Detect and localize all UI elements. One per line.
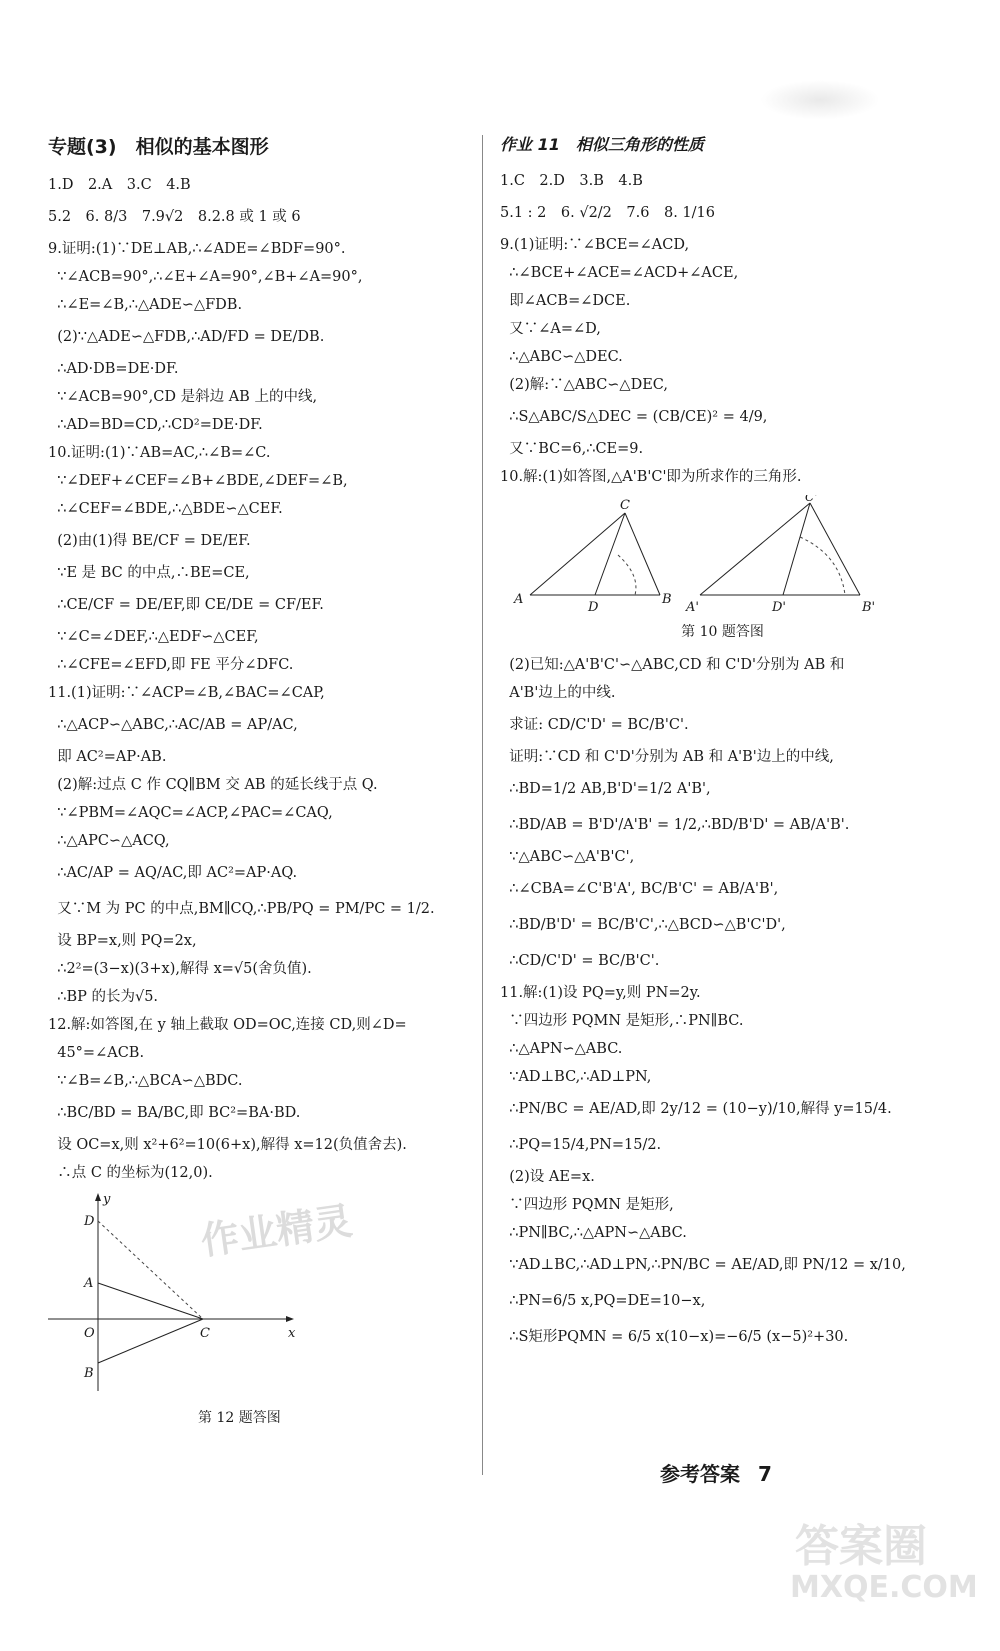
label-x: x	[288, 1326, 296, 1341]
right-answer-line: ∴BD=1/2 AB,B'D'=1/2 A'B',	[500, 781, 711, 797]
segment-a2c2	[700, 503, 810, 595]
segment-ac-small	[530, 513, 625, 595]
figure-10-caption: 第 10 题答图	[681, 624, 764, 640]
right-answer-line: ∵△ABC∽△A'B'C',	[500, 849, 635, 865]
left-answer-line: ∴∠CFE=∠EFD,即 FE 平分∠DFC.	[48, 657, 294, 673]
label-d: D	[84, 1214, 95, 1229]
right-answer-line: 证明:∵CD 和 C'D'分别为 AB 和 A'B'边上的中线,	[500, 749, 834, 765]
arc-large	[800, 537, 845, 595]
left-answer-line: 设 BP=x,则 PQ=2x,	[48, 933, 197, 949]
right-answer-line: ∵四边形 PQMN 是矩形,∴PN∥BC.	[500, 1013, 744, 1029]
left-answer-line: (2)∵△ADE∽△FDB,∴AD/FD = DE/DB.	[48, 329, 325, 345]
right-answer-line: ∴PN=6/5 x,PQ=DE=10−x,	[500, 1293, 706, 1309]
right-answer-lines-a	[500, 167, 945, 491]
right-answer-line: ∴BD/AB = B'D'/A'B' = 1/2,∴BD/B'D' = AB/A'B'.	[500, 817, 850, 833]
left-answer-line: ∵∠ACB=90°,∴∠E+∠A=90°,∠B+∠A=90°,	[48, 269, 363, 285]
left-answer-lines	[48, 171, 468, 1187]
segment-c2b2	[810, 503, 860, 595]
segment-cb-small	[625, 513, 660, 595]
left-answer-line: 5.2 6. 8/3 7.9√2 8.2.8 或 1 或 6	[48, 209, 301, 225]
right-answer-line: ∵四边形 PQMN 是矩形,	[500, 1197, 674, 1213]
right-answer-line: 10.解:(1)如答图,△A'B'C'即为所求作的三角形.	[500, 469, 802, 485]
left-answer-line: ∵∠B=∠B,∴△BCA∽△BDC.	[48, 1073, 243, 1089]
right-answer-line: ∴S矩形PQMN = 6/5 x(10−x)=−6/5 (x−5)²+30.	[500, 1329, 849, 1345]
right-answer-line: 11.解:(1)设 PQ=y,则 PN=2y.	[500, 985, 701, 1001]
segment-ac	[98, 1283, 203, 1319]
left-answer-line: ∴AD·DB=DE·DF.	[48, 361, 179, 377]
arc-small	[618, 555, 636, 595]
label-b: B	[84, 1366, 94, 1381]
left-answer-line: ∵E 是 BC 的中点,∴BE=CE,	[48, 565, 250, 581]
left-answer-line: (2)由(1)得 BE/CF = DE/EF.	[48, 533, 251, 549]
left-answer-line: 11.(1)证明:∵∠ACP=∠B,∠BAC=∠CAP,	[48, 685, 325, 701]
left-answer-line: ∵∠ACB=90°,CD 是斜边 AB 上的中线,	[48, 389, 318, 405]
left-answer-line: 45°=∠ACB.	[48, 1045, 145, 1061]
section-title-left: 专题(3) 相似的基本图形	[48, 136, 269, 158]
segment-c2d2	[783, 503, 810, 595]
right-answer-line: (2)设 AE=x.	[500, 1169, 595, 1185]
segment-dc	[98, 1221, 203, 1319]
left-answer-line: 即 AC²=AP·AB.	[48, 749, 167, 765]
left-answer-line: ∴∠E=∠B,∴△ADE∽△FDB.	[48, 297, 243, 313]
right-answer-line: ∵AD⊥BC,∴AD⊥PN,∴PN/BC = AE/AD,即 PN/12 = x/10,	[500, 1257, 906, 1273]
right-answer-line: A'B'边上的中线.	[500, 685, 616, 701]
footer-label: 参考答案	[660, 1462, 740, 1486]
left-answer-line: ∴BP 的长为√5.	[48, 989, 159, 1005]
left-answer-line: 12.解:如答图,在 y 轴上截取 OD=OC,连接 CD,则∠D=	[48, 1017, 407, 1033]
left-answer-line: ∴∠CEF=∠BDE,∴△BDE∽△CEF.	[48, 501, 283, 517]
right-answer-line: (2)已知:△A'B'C'∽△ABC,CD 和 C'D'分别为 AB 和	[500, 657, 845, 673]
left-answer-line: ∴2²=(3−x)(3+x),解得 x=√5(舍负值).	[48, 961, 312, 977]
left-answer-line: 10.证明:(1)∵AB=AC,∴∠B=∠C.	[48, 445, 271, 461]
right-answer-line: ∴△APN∽△ABC.	[500, 1041, 623, 1057]
watermark-corner-url: MXQE.COM	[790, 1570, 978, 1605]
right-answer-line: ∴S△ABC/S△DEC = (CB/CE)² = 4/9,	[500, 409, 768, 425]
column-divider	[482, 135, 483, 1475]
right-answer-line: ∵AD⊥BC,∴AD⊥PN,	[500, 1069, 652, 1085]
right-answer-line: 求证: CD/C'D' = BC/B'C'.	[500, 717, 689, 733]
section-title-right: 作业 11 相似三角形的性质	[500, 135, 704, 154]
right-answer-line: 1.C 2.D 3.B 4.B	[500, 173, 643, 189]
left-answer-line: ∴CE/CF = DE/EF,即 CE/DE = CF/EF.	[48, 597, 324, 613]
right-answer-line: 即∠ACB=∠DCE.	[500, 293, 631, 309]
left-answer-line: ∴BC/BD = BA/BC,即 BC²=BA·BD.	[48, 1105, 301, 1121]
page-footer	[660, 1458, 790, 1487]
watermark-center: 作业精灵	[198, 1198, 355, 1264]
left-answer-line: ∵∠DEF+∠CEF=∠B+∠BDE,∠DEF=∠B,	[48, 473, 348, 489]
left-answer-line: ∴AD=BD=CD,∴CD²=DE·DF.	[48, 417, 263, 433]
label-d: D	[588, 600, 599, 615]
label-y: y	[103, 1192, 111, 1207]
right-answer-line: ∴∠BCE+∠ACE=∠ACD+∠ACE,	[500, 265, 739, 281]
left-answer-line: (2)解:过点 C 作 CQ∥BM 交 AB 的延长线于点 Q.	[48, 777, 378, 793]
left-answer-line: ∵∠PBM=∠AQC=∠ACP,∠PAC=∠CAQ,	[48, 805, 333, 821]
left-answer-line: ∴点 C 的坐标为(12,0).	[48, 1165, 213, 1181]
right-answer-line: ∴BD/B'D' = BC/B'C',∴△BCD∽△B'C'D',	[500, 917, 786, 933]
right-answer-line: ∴PN∥BC,∴△APN∽△ABC.	[500, 1225, 687, 1241]
right-answer-line: (2)解:∵△ABC∽△DEC,	[500, 377, 668, 393]
y-axis-arrow	[95, 1193, 101, 1201]
corner-decoration	[760, 80, 880, 120]
right-answer-line: ∴PQ=15/4,PN=15/2.	[500, 1137, 662, 1153]
figure-10-diagram	[500, 495, 940, 615]
label-a: A	[84, 1276, 94, 1291]
figure-10	[500, 495, 945, 619]
segment-bc	[98, 1319, 203, 1363]
left-answer-line: 又∵M 为 PC 的中点,BM∥CQ,∴PB/PQ = PM/PC = 1/2.	[48, 901, 435, 917]
label-d-prime: D'	[772, 600, 786, 615]
label-b-prime: B'	[862, 600, 876, 615]
x-axis-arrow	[286, 1316, 294, 1322]
left-answer-line: ∴AC/AP = AQ/AC,即 AC²=AP·AQ.	[48, 865, 298, 881]
left-answer-line: 9.证明:(1)∵DE⊥AB,∴∠ADE=∠BDF=90°.	[48, 241, 346, 257]
right-answer-line: ∴PN/BC = AE/AD,即 2y/12 = (10−y)/10,解得 y=15/4.	[500, 1101, 892, 1117]
label-c-prime: C'	[805, 495, 818, 504]
left-answer-line: 设 OC=x,则 x²+6²=10(6+x),解得 x=12(负值舍去).	[48, 1137, 407, 1153]
left-answer-line: 1.D 2.A 3.C 4.B	[48, 177, 191, 193]
watermark-corner-logo: 答案圈	[795, 1521, 927, 1572]
right-answer-line: 5.1 : 2 6. √2/2 7.6 8. 1/16	[500, 205, 715, 221]
label-c: C	[200, 1326, 210, 1341]
label-c: C	[620, 498, 630, 513]
right-answer-line: ∴CD/C'D' = BC/B'C'.	[500, 953, 660, 969]
label-a: A	[514, 592, 524, 607]
right-answer-line: 又∵BC=6,∴CE=9.	[500, 441, 644, 457]
page-number: 7	[758, 1462, 772, 1486]
right-column	[500, 130, 945, 1355]
right-answer-lines-b	[500, 651, 945, 1355]
left-answer-line: ∴△ACP∽△ABC,∴AC/AB = AP/AC,	[48, 717, 298, 733]
right-answer-line: ∴∠CBA=∠C'B'A', BC/B'C' = AB/A'B',	[500, 881, 779, 897]
label-o: O	[84, 1326, 95, 1341]
left-answer-line: ∴△APC∽△ACQ,	[48, 833, 170, 849]
right-answer-line: 又∵∠A=∠D,	[500, 321, 601, 337]
right-answer-line: ∴△ABC∽△DEC.	[500, 349, 623, 365]
left-answer-line: ∵∠C=∠DEF,∴△EDF∽△CEF,	[48, 629, 259, 645]
label-b: B	[662, 592, 672, 607]
label-a-prime: A'	[686, 600, 699, 615]
right-answer-line: 9.(1)证明:∵∠BCE=∠ACD,	[500, 237, 690, 253]
figure-12-caption: 第 12 题答图	[198, 1410, 281, 1426]
